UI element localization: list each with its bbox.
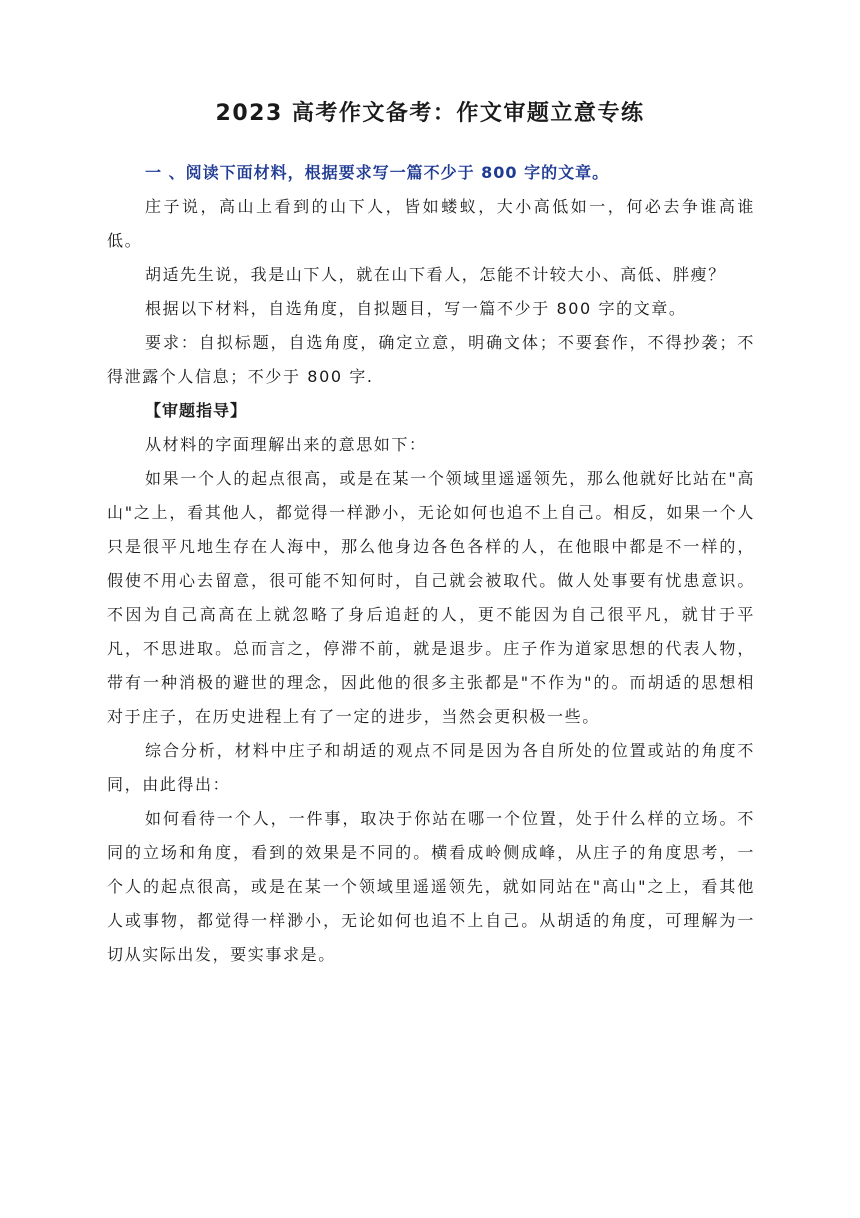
document-body [107,156,755,972]
material-paragraph-zhuangzi: 庄子说，高山上看到的山下人，皆如蝼蚁，大小高低如一，何必去争谁高谁低。 [107,197,755,250]
guide-paragraph-conclusion: 如何看待一个人，一件事，取决于你站在哪一个位置，处于什么样的立场。不同的立场和角度，看到的效果是不同的。横看成岭侧成峰，从庄子的角度思考，一个人的起点很高，或是在某一个领域里遥遥领先，就如同站在"高山"之上，看其他人或事物，都觉得一样渺小，无论如何也追不上自己。从胡适的角度，可理解为一切从实际出发，要实事求是。 [107,809,755,964]
guide-paragraph-explanation: 如果一个人的起点很高，或是在某一个领域里遥遥领先，那么他就好比站在"高山"之上，看其他人，都觉得一样渺小，无论如何也追不上自己。相反，如果一个人只是很平凡地生存在人海中，那么他身边各色各样的人，在他眼中都是不一样的，假使不用心去留意，很可能不知何时，自己就会被取代。做人处事要有忧患意识。不因为自己高高在上就忽略了身后追赶的人，更不能因为自己很平凡，就甘于平凡，不思进取。总而言之，停滞不前，就是退步。庄子作为道家思想的代表人物，带有一种消极的避世的理念，因此他的很多主张都是"不作为"的。而胡适的思想相对于庄子，在历史进程上有了一定的进步，当然会更积极一些。 [107,469,755,726]
material-paragraph-hushi: 胡适先生说，我是山下人，就在山下看人，怎能不计较大小、高低、胖瘦？ [145,265,726,284]
material-paragraph-instruction: 根据以下材料，自选角度，自拟题目，写一篇不少于 800 字的文章。 [145,299,687,318]
section-heading: 一 、阅读下面材料，根据要求写一篇不少于 800 字的文章。 [145,163,610,182]
guide-paragraph-analysis: 综合分析，材料中庄子和胡适的观点不同是因为各自所处的位置或站的角度不同，由此得出： [107,741,755,794]
material-paragraph-requirements: 要求：自拟标题，自选角度，确定立意，明确文体；不要套作，不得抄袭；不得泄露个人信息；不少于 800 字. [107,333,755,386]
guide-heading: 【审题指导】 [145,401,248,420]
guide-paragraph-intro: 从材料的字面理解出来的意思如下： [145,435,427,454]
page-title: 2023 高考作文备考：作文审题立意专练 [215,101,645,126]
